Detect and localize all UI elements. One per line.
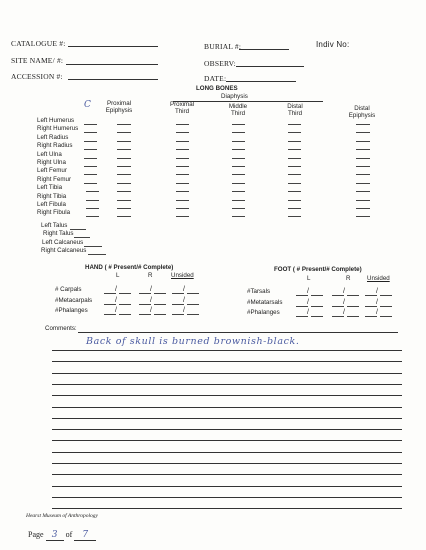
foot-rows bbox=[247, 287, 282, 319]
comment-rule bbox=[52, 452, 402, 453]
bone-entry-field[interactable] bbox=[117, 124, 131, 125]
comments-first-rule bbox=[78, 332, 398, 333]
count-complete-field[interactable] bbox=[119, 293, 131, 294]
bone-entry-field[interactable] bbox=[117, 216, 131, 217]
comment-rule bbox=[52, 474, 402, 475]
comment-rule bbox=[52, 497, 402, 498]
slash-separator: / bbox=[150, 296, 152, 304]
col-distal-third: Distal Third bbox=[287, 103, 303, 117]
bone-name: Right Ulna bbox=[37, 159, 66, 167]
bone-entry-field[interactable] bbox=[176, 183, 189, 184]
bone-entry-field[interactable] bbox=[176, 158, 189, 159]
bone-name: Left Humerus bbox=[37, 117, 75, 124]
slash-separator: / bbox=[115, 286, 117, 293]
hand-row-label: #Phalanges bbox=[55, 307, 88, 314]
bone-entry-field[interactable] bbox=[232, 141, 245, 142]
bone-entry-field[interactable] bbox=[176, 216, 189, 217]
bone-entry-field[interactable] bbox=[356, 141, 370, 142]
extra-bone-row: Right Calcaneus bbox=[41, 247, 87, 255]
slash-separator: / bbox=[343, 288, 345, 295]
bone-entry-field[interactable] bbox=[176, 174, 189, 175]
comment-rule bbox=[52, 486, 402, 487]
count-complete-field[interactable] bbox=[311, 306, 323, 307]
extra-bone-list bbox=[41, 222, 86, 256]
bone-entry-field[interactable] bbox=[176, 191, 189, 192]
count-present-field[interactable] bbox=[332, 295, 344, 296]
count-present-field[interactable] bbox=[139, 293, 151, 294]
bone-entry-field[interactable] bbox=[117, 174, 131, 175]
hand-col-r: R bbox=[148, 272, 153, 279]
count-present-field[interactable] bbox=[104, 293, 116, 294]
foot-row-label: #Phalanges bbox=[247, 309, 280, 316]
bone-entry-field[interactable] bbox=[288, 216, 301, 217]
bone-entry-field[interactable] bbox=[84, 174, 97, 175]
bone-entry-field[interactable] bbox=[288, 149, 301, 150]
observ-field[interactable] bbox=[236, 66, 304, 67]
count-present-field[interactable] bbox=[139, 314, 151, 315]
slash-separator: / bbox=[150, 286, 152, 293]
page-total-field[interactable]: 7 bbox=[74, 530, 96, 541]
bone-name: Left Fibula bbox=[37, 201, 66, 209]
bone-entry-field[interactable] bbox=[84, 132, 97, 133]
count-complete-field[interactable] bbox=[311, 295, 323, 296]
bone-list bbox=[37, 117, 78, 218]
bone-entry-field[interactable] bbox=[176, 124, 189, 125]
burial-label: BURIAL #: bbox=[204, 42, 242, 51]
bone-name: Right Femur bbox=[37, 175, 72, 183]
slash-separator: / bbox=[376, 309, 378, 316]
bone-entry-field[interactable] bbox=[232, 158, 245, 159]
comment-rule bbox=[52, 384, 402, 385]
bone-entry-field[interactable] bbox=[86, 216, 99, 217]
date-label: DATE: bbox=[204, 74, 227, 83]
date-field[interactable] bbox=[226, 81, 296, 82]
bone-entry-field[interactable] bbox=[84, 158, 97, 159]
bone-entry-field[interactable] bbox=[232, 149, 245, 150]
col-proximal-epiphysis: Proximal Epiphysis bbox=[105, 100, 133, 114]
bone-entry-field[interactable] bbox=[84, 166, 97, 167]
count-present-field[interactable] bbox=[332, 306, 344, 307]
count-complete-field[interactable] bbox=[347, 306, 359, 307]
slash-separator: / bbox=[343, 298, 345, 306]
bone-entry-field[interactable] bbox=[176, 200, 189, 201]
comment-rule bbox=[52, 373, 402, 374]
bone-entry-field[interactable] bbox=[176, 149, 189, 150]
extra-bone-row: Left Talus bbox=[41, 222, 68, 229]
count-complete-field[interactable] bbox=[154, 304, 166, 305]
count-complete-field[interactable] bbox=[154, 293, 166, 294]
comments-label: Comments: bbox=[45, 325, 77, 332]
slash-separator: / bbox=[307, 309, 309, 316]
bone-name: Left Tibia bbox=[37, 184, 63, 192]
slash-separator: / bbox=[343, 309, 345, 316]
bone-name: Right Radius bbox=[37, 142, 73, 150]
count-present-field[interactable] bbox=[172, 314, 184, 315]
comment-handwritten: Back of skull is burned brownish-black. bbox=[86, 336, 300, 347]
bone-entry-field[interactable] bbox=[288, 141, 301, 142]
count-present-field[interactable] bbox=[172, 304, 184, 305]
bone-entry-field[interactable] bbox=[288, 191, 301, 192]
comment-rule bbox=[52, 407, 402, 408]
page-indicator bbox=[28, 530, 96, 541]
foot-col-l: L bbox=[307, 275, 311, 282]
bone-entry-field[interactable] bbox=[86, 208, 99, 209]
bone-entry-field[interactable] bbox=[288, 174, 301, 175]
extra-bone-row: Left Calcaneus bbox=[42, 238, 84, 246]
slash-separator: / bbox=[150, 307, 152, 314]
indiv-label: Indiv No: bbox=[316, 40, 350, 49]
page-label: Page bbox=[28, 530, 44, 539]
bone-name: Right Humerus bbox=[37, 125, 79, 133]
count-present-field[interactable] bbox=[296, 316, 308, 317]
hand-col-unsided: Unsided bbox=[171, 272, 194, 279]
bone-name: Left Femur bbox=[37, 167, 67, 175]
bone-entry-field[interactable] bbox=[288, 208, 301, 209]
slash-separator: / bbox=[307, 288, 309, 295]
hand-row-label: # Carpals bbox=[55, 286, 82, 293]
slash-separator: / bbox=[376, 288, 378, 295]
comment-rule bbox=[52, 508, 402, 509]
of-label: of bbox=[65, 530, 73, 539]
bone-entry-field[interactable] bbox=[288, 166, 301, 167]
bone-entry-field[interactable] bbox=[288, 158, 301, 159]
col-distal-epiphysis: Distal Epiphysis bbox=[348, 105, 376, 119]
foot-row-label: #Tarsals bbox=[247, 288, 271, 295]
count-complete-field[interactable] bbox=[380, 306, 392, 307]
slash-separator: / bbox=[115, 296, 117, 304]
hand-rows bbox=[55, 285, 92, 317]
museum-name: Hearst Museum of Anthropology bbox=[26, 513, 98, 519]
site-label: SITE NAME/ #: bbox=[11, 56, 64, 65]
foot-col-r: R bbox=[346, 275, 351, 282]
count-present-field[interactable] bbox=[332, 316, 344, 317]
diaphysis-label: Diaphysis bbox=[221, 93, 248, 100]
bone-entry-field[interactable] bbox=[117, 200, 131, 201]
bone-entry-field[interactable] bbox=[84, 149, 97, 150]
count-complete-field[interactable] bbox=[347, 295, 359, 296]
count-complete-field[interactable] bbox=[119, 304, 131, 305]
hand-title: HAND ( # Present/# Complete) bbox=[85, 264, 174, 271]
bone-entry-field[interactable] bbox=[86, 191, 99, 192]
comment-rule bbox=[52, 418, 402, 419]
comment-rule bbox=[52, 440, 402, 441]
bone-entry-field[interactable] bbox=[232, 174, 245, 175]
bone-entry-field[interactable] bbox=[117, 208, 131, 209]
bone-entry-field[interactable] bbox=[176, 141, 189, 142]
count-present-field[interactable] bbox=[365, 306, 377, 307]
bone-entry-field[interactable] bbox=[84, 141, 97, 142]
bone-entry-field[interactable] bbox=[117, 166, 131, 167]
observ-label: OBSERV: bbox=[204, 59, 236, 68]
count-complete-field[interactable] bbox=[311, 316, 323, 317]
calcaneus-left-field[interactable] bbox=[84, 246, 102, 247]
bone-entry-field[interactable] bbox=[356, 149, 370, 150]
bone-entry-field[interactable] bbox=[288, 132, 301, 133]
burial-field[interactable] bbox=[239, 49, 289, 50]
bone-entry-field[interactable] bbox=[356, 158, 370, 159]
bone-entry-field[interactable] bbox=[288, 200, 301, 201]
catalogue-label: CATALOGUE #: bbox=[11, 39, 66, 48]
slash-separator: / bbox=[376, 298, 378, 306]
bone-entry-field[interactable] bbox=[356, 166, 370, 167]
long-bones-title: LONG BONES bbox=[196, 85, 238, 92]
bone-entry-field[interactable] bbox=[232, 124, 245, 125]
count-complete-field[interactable] bbox=[187, 304, 199, 305]
foot-title: FOOT ( # Present/# Complete) bbox=[274, 266, 362, 273]
bone-entry-field[interactable] bbox=[176, 166, 189, 167]
site-field[interactable] bbox=[66, 64, 158, 65]
bone-entry-field[interactable] bbox=[232, 191, 245, 192]
foot-col-unsided: Unsided bbox=[367, 275, 390, 282]
count-complete-field[interactable] bbox=[187, 314, 199, 315]
bone-entry-field[interactable] bbox=[117, 149, 131, 150]
bone-entry-field[interactable] bbox=[117, 191, 131, 192]
calcaneus-right-field[interactable] bbox=[88, 254, 106, 255]
bone-entry-field[interactable] bbox=[232, 216, 245, 217]
count-present-field[interactable] bbox=[296, 295, 308, 296]
bone-entry-field[interactable] bbox=[356, 132, 370, 133]
col-middle-third: Middle Third bbox=[228, 103, 248, 117]
bone-entry-field[interactable] bbox=[232, 166, 245, 167]
count-present-field[interactable] bbox=[172, 293, 184, 294]
count-present-field[interactable] bbox=[296, 306, 308, 307]
bone-name: Left Radius bbox=[37, 133, 69, 141]
talus-right-field[interactable] bbox=[74, 237, 90, 238]
count-present-field[interactable] bbox=[104, 314, 116, 315]
count-complete-field[interactable] bbox=[119, 314, 131, 315]
bone-entry-field[interactable] bbox=[232, 132, 245, 133]
bone-entry-field[interactable] bbox=[117, 158, 131, 159]
c-mark: C bbox=[84, 100, 91, 110]
bone-name: Left Ulna bbox=[37, 150, 62, 158]
count-complete-field[interactable] bbox=[380, 295, 392, 296]
col-proximal-third: Proximal Third bbox=[169, 101, 195, 115]
comment-rule bbox=[52, 429, 402, 430]
bone-entry-field[interactable] bbox=[117, 183, 131, 184]
bone-entry-field[interactable] bbox=[356, 208, 370, 209]
bone-entry-field[interactable] bbox=[356, 200, 370, 201]
bone-entry-field[interactable] bbox=[232, 208, 245, 209]
bone-name: Right Tibia bbox=[37, 192, 67, 200]
bone-entry-field[interactable] bbox=[356, 174, 370, 175]
bone-entry-field[interactable] bbox=[86, 200, 99, 201]
bone-entry-field[interactable] bbox=[117, 132, 131, 133]
bone-entry-field[interactable] bbox=[117, 141, 131, 142]
bone-entry-field[interactable] bbox=[232, 183, 245, 184]
count-complete-field[interactable] bbox=[154, 314, 166, 315]
foot-row-label: #Metatarsals bbox=[247, 298, 283, 306]
count-complete-field[interactable] bbox=[347, 316, 359, 317]
bone-entry-field[interactable] bbox=[356, 216, 370, 217]
talus-left-field[interactable] bbox=[70, 229, 86, 230]
comment-rule bbox=[52, 463, 402, 464]
bone-entry-field[interactable] bbox=[356, 183, 370, 184]
count-complete-field[interactable] bbox=[380, 316, 392, 317]
comment-rule bbox=[52, 361, 402, 362]
count-present-field[interactable] bbox=[104, 304, 116, 305]
bone-entry-field[interactable] bbox=[356, 191, 370, 192]
catalogue-field[interactable] bbox=[68, 46, 158, 47]
count-present-field[interactable] bbox=[365, 295, 377, 296]
count-present-field[interactable] bbox=[139, 304, 151, 305]
bone-entry-field[interactable] bbox=[84, 124, 97, 125]
slash-separator: / bbox=[115, 307, 117, 314]
slash-separator: / bbox=[183, 296, 185, 304]
hand-col-l: L bbox=[116, 272, 120, 279]
comment-rule bbox=[52, 350, 402, 351]
bone-name: Right Fibula bbox=[37, 209, 71, 217]
accession-label: ACCESSION #: bbox=[11, 72, 63, 81]
bone-entry-field[interactable] bbox=[176, 132, 189, 133]
accession-field[interactable] bbox=[68, 79, 158, 80]
bone-entry-field[interactable] bbox=[288, 183, 301, 184]
slash-separator: / bbox=[183, 286, 185, 293]
page-num-field[interactable]: 3 bbox=[46, 530, 64, 541]
bone-entry-field[interactable] bbox=[288, 124, 301, 125]
hand-row-label: #Metacarpals bbox=[55, 296, 93, 304]
count-complete-field[interactable] bbox=[187, 293, 199, 294]
slash-separator: / bbox=[183, 307, 185, 314]
bone-entry-field[interactable] bbox=[176, 208, 189, 209]
bone-entry-field[interactable] bbox=[232, 200, 245, 201]
comment-rule bbox=[52, 395, 402, 396]
extra-bone-row: Right Talus bbox=[43, 230, 74, 238]
bone-entry-field[interactable] bbox=[84, 183, 97, 184]
count-present-field[interactable] bbox=[365, 316, 377, 317]
slash-separator: / bbox=[307, 298, 309, 306]
bone-entry-field[interactable] bbox=[356, 124, 370, 125]
